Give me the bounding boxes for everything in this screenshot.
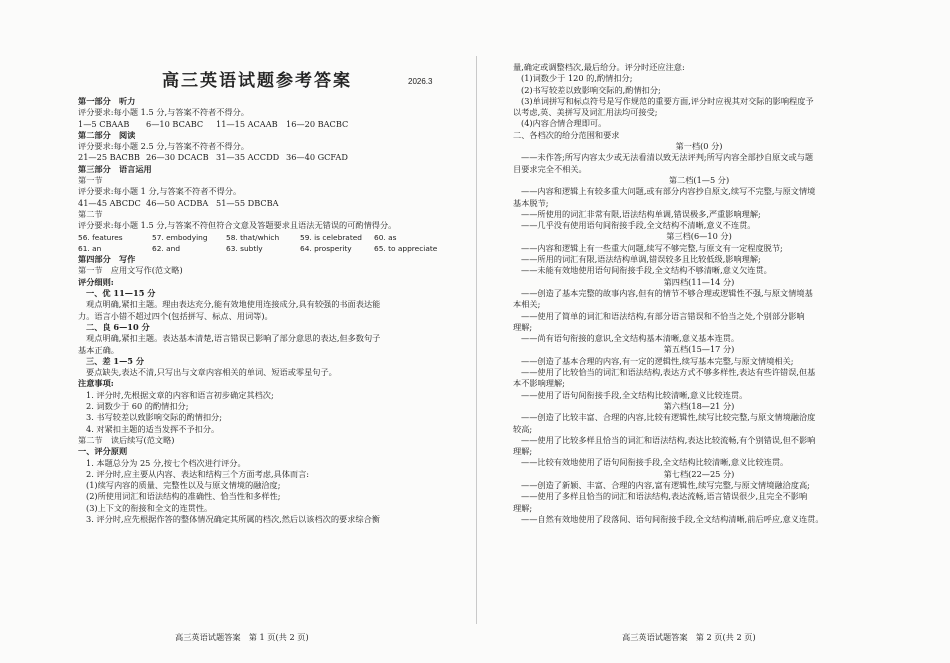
level-heading: 第二档(1—5 分): [668, 174, 730, 185]
text-line: ——创造了基本合理的内容,有一定的逻辑性,续写基本完整,与原文情境相关;: [521, 355, 794, 366]
text-line: 3. 评分时,应先根据作答的整体情况确定其所属的档次,然后以该档次的要求综合衡: [86, 513, 380, 524]
text-line: ——内容和逻辑上有较多重大问题,或有部分内容抄自原文,续写不完整,与原文情境: [521, 186, 816, 197]
text-line: ——尚有语句衔接的意识,全文结构基本清晰,意义基本连贯。: [521, 333, 740, 344]
document-title: 高三英语试题参考答案: [162, 71, 352, 91]
text-line: 第二节: [78, 208, 103, 219]
text-line: 1. 评分时,先根据文章的内容和语言初步确定其档次;: [86, 389, 274, 400]
section-heading: 第一部分 听力: [78, 96, 136, 106]
text-line: 理解;: [513, 321, 533, 332]
text-line: ——使用了多样且恰当的词汇和语法结构,表达流畅,语言错误很少,且完全不影响: [521, 491, 808, 502]
answer-item: 61. an: [78, 243, 102, 253]
section-heading: 第三部分 语言运用: [78, 163, 152, 174]
answer-grid-row: [78, 232, 450, 243]
text-line: 量,确定或调整档次,最后给分。评分时还应注意:: [513, 62, 685, 72]
text-line: 第一节 应用文写作(范文略): [78, 265, 183, 276]
section-heading: 一、评分原则: [78, 446, 128, 457]
answer-item: 56. features: [78, 232, 123, 242]
text-line: ——使用了比较多样且恰当的词汇和语法结构,表达比较流畅,有个别错误,但不影响: [521, 434, 816, 445]
text-line: 要点缺失,表达不清,只写出与文章内容相关的单词、短语或零星句子。: [86, 367, 337, 378]
text-line: 2. 评分时,应主要从内容、表达和结构三个方面考虑,具体而言:: [86, 468, 310, 479]
text-line: 力。语言小错不超过四个(包括拼写、标点、用词等)。: [78, 310, 273, 321]
text-line: 4. 对紧扣主题的适当发挥不予扣分。: [86, 423, 220, 434]
text-line: 评分要求:每小题 2.5 分,与答案不符者不得分。: [78, 141, 249, 152]
text-line: 本不影响理解;: [513, 378, 565, 389]
section-heading: 二、良 6—10 分: [86, 321, 150, 332]
text-line: ——自然有效地使用了段落间、语句间衔接手段,全文结构清晰,前后呼应,意义连贯。: [521, 513, 824, 524]
level-heading: 第五档(15—17 分): [663, 344, 735, 355]
page-1-column: [78, 62, 450, 622]
answer-grid-row: [78, 243, 450, 254]
answer-item: 6—10 BCABC: [146, 118, 204, 129]
text-line: 较高;: [513, 423, 533, 434]
answer-item: 60. as: [374, 232, 397, 242]
text-line: ——所用的词汇有限,语法结构单调,错误较多且比较低级,影响理解;: [521, 254, 761, 265]
answer-item: 1—5 CBAAB: [78, 118, 130, 129]
section-heading: 注意事项:: [78, 378, 114, 389]
answer-item: [286, 198, 356, 209]
answer-item: 57. embodying: [152, 232, 208, 242]
text-line: ——创造了新颖、丰富、合理的内容,富有逻辑性,续写完整,与原文情境融洽度高;: [521, 479, 810, 490]
answer-item: 41—45 ABCDC: [78, 197, 141, 208]
text-line: 第一节: [78, 175, 103, 186]
text-line: 观点明确,紧扣主题。表达基本清楚,语言错误已影响了部分意思的表达,但多数句子: [86, 333, 381, 344]
page-2-body: [513, 62, 885, 525]
text-line: 评分要求:每小题 1 分,与答案不符者不得分。: [78, 186, 242, 197]
section-heading: 第四部分 写作: [78, 254, 136, 265]
title-row: [78, 68, 450, 96]
text-line: (1)续写内容的质量、完整性以及与原文情境的融洽度;: [86, 480, 281, 491]
answer-item: 58. that/which: [226, 232, 280, 242]
answer-item: 11—15 ACAAB: [216, 118, 278, 129]
level-heading: 第七档(22—25 分): [663, 468, 735, 479]
level-heading: 第一档(0 分): [675, 141, 723, 152]
text-line: ——比较有效地使用了语句间衔接手段,全文结构比较清晰,意义比较连贯。: [521, 457, 789, 468]
section-heading: 第二部分 阅读: [78, 129, 136, 140]
text-line: 理解;: [513, 502, 533, 513]
page-2-column: [513, 62, 885, 622]
text-line: 基本正确。: [78, 344, 119, 355]
level-heading: 第六档(18—21 分): [663, 400, 735, 411]
text-line: (3)单词拼写和标点符号是写作规范的重要方面,评分时应视其对交际的影响程度予: [521, 95, 814, 106]
text-line: ——使用了语句间衔接手段,全文结构比较清晰,意义比较连贯。: [521, 389, 748, 400]
text-line: ——未能有效地使用语句间衔接手段,全文结构不够清晰,意义欠连贯。: [521, 265, 772, 276]
page-1-body: [78, 96, 450, 525]
text-line: ——内容和逻辑上有一些重大问题,续写不够完整,与原文有一定程度脱节;: [521, 242, 783, 253]
text-line: 以考虑,英、美拼写及词汇用法均可接受;: [513, 107, 658, 118]
text-line: 评分要求:每小题 1.5 分,与答案不符但符合文意及答题要求且语法无错误的可酌情得分。: [78, 220, 397, 231]
answer-item: 63. subtly: [226, 243, 263, 253]
text-line: ——创造了基本完整的故事内容,但有的情节不够合理或逻辑性不强,与原文情境基: [521, 287, 813, 298]
answer-item: 16—20 BACBC: [286, 118, 349, 129]
text-line: 理解;: [513, 446, 533, 457]
text-line: ——所使用的词汇非常有限,语法结构单调,错误极多,严重影响理解;: [521, 208, 761, 219]
page-1-footer: 高三英语试题答案 第 1 页(共 2 页): [175, 632, 309, 642]
section-heading: 三、差 1—5 分: [86, 355, 145, 366]
text-line: 本相关;: [513, 299, 541, 310]
text-line: (1)词数少于 120 的,酌情扣分;: [521, 73, 633, 84]
section-heading: 评分细则:: [78, 276, 114, 287]
text-line: 1. 本题总分为 25 分,按七个档次进行评分。: [86, 457, 246, 468]
text-line: ——使用了比较恰当的词汇和语法结构,表达方式不够多样性,表达有些许错误,但基: [521, 367, 816, 378]
text-line: (4)内容合情合理即可。: [521, 118, 607, 129]
section-heading: 一、优 11—15 分: [86, 288, 156, 299]
answer-key-row: [78, 198, 450, 209]
text-line: 目要求完全不相关。: [513, 163, 587, 174]
level-heading: 第三档(6—10 分): [666, 231, 732, 242]
text-line: ——几乎没有使用语句间衔接手段,全文结构不清晰,意义不连贯。: [521, 220, 756, 231]
text-line: ——创造了比较丰富、合理的内容,比较有逻辑性,续写比较完整,与原文情境融洽度: [521, 412, 816, 423]
text-line: ——使用了简单的词汇和语法结构,有部分语言错误和不恰当之处,个别部分影响: [521, 310, 805, 321]
text-line: 2. 词数少于 60 的酌情扣分;: [86, 401, 189, 412]
answer-key-row: [78, 119, 450, 130]
text-line: 基本脱节;: [513, 197, 549, 208]
text-line: 评分要求:每小题 1.5 分,与答案不符者不得分。: [78, 107, 249, 118]
answer-item: 26—30 DCACB: [146, 152, 209, 163]
answer-key-row: [78, 152, 450, 163]
answer-item: 65. to appreciate: [374, 243, 438, 253]
answer-item: 51—55 DBCBA: [216, 197, 279, 208]
text-line: 观点明确,紧扣主题。理由表达充分,能有效地使用连接成分,具有较强的书面表达能: [86, 299, 381, 310]
answer-item: 31—35 ACCDD: [216, 152, 280, 163]
level-heading: 第四档(11—14 分): [663, 276, 735, 287]
text-line: (3)上下文的衔接和全文的连贯性。: [86, 502, 213, 513]
text-line: ——未作答;所写内容太少或无法看清以致无法评判;所写内容全部抄自原文或与题: [521, 152, 814, 163]
answer-item: 64. prosperity: [300, 243, 352, 253]
answer-item: 36—40 GCFAD: [286, 152, 348, 163]
page-2-footer: 高三英语试题答案 第 2 页(共 2 页): [622, 632, 756, 642]
answer-item: 62. and: [152, 243, 181, 253]
answer-item: 21—25 BACBB: [78, 152, 140, 163]
text-line: 二、各档次的给分范围和要求: [513, 129, 620, 140]
text-line: 3. 书写较差以致影响交际的酌情扣分;: [86, 412, 222, 423]
page-divider: [476, 56, 477, 624]
text-line: 第二节 读后续写(范文略): [78, 434, 175, 445]
text-line: (2)所使用词汇和语法结构的准确性、恰当性和多样性;: [86, 491, 281, 502]
answer-item: 59. is celebrated: [300, 232, 362, 242]
document-date: 2026.3: [408, 77, 433, 86]
text-line: (2)书写较差以致影响交际的,酌情扣分;: [521, 84, 661, 95]
answer-item: 46—50 ACDBA: [146, 197, 209, 208]
